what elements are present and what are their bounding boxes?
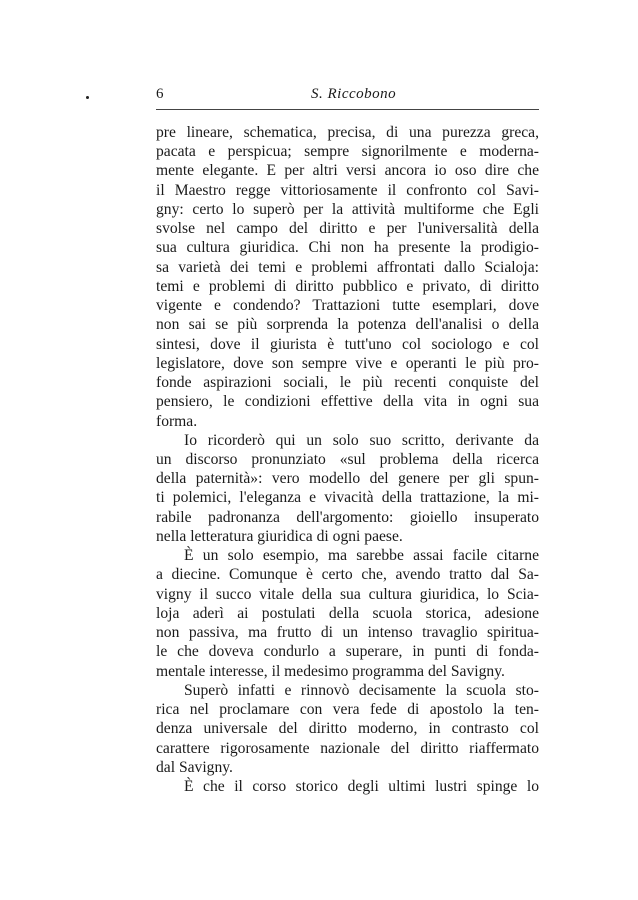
paragraph-start-line: È che il corso storico degli ultimi lustri spinge lo [184, 777, 539, 795]
text-line: gny: certo lo superò per la attività multiforme che Egli [156, 200, 539, 218]
text-line: rabile padronanza dell'argomento: gioiello insuperato [156, 508, 539, 526]
text-line: pre lineare, schematica, precisa, di una purezza greca, [156, 124, 539, 141]
text-line: denza universale del diritto moderno, in contrasto col [156, 720, 539, 738]
text-line: svolse nel campo del diritto e per l'universalità della [156, 220, 539, 238]
text-line: loja aderì ai postulati della scuola storica, adesione [156, 604, 539, 622]
text-line: le che doveva condurlo a superare, in punti di fonda- [156, 643, 539, 661]
text-line: dal Savigny. [156, 758, 233, 776]
text-line: pensiero, le condizioni effettive della vita in ogni sua [156, 393, 539, 411]
page-number: 6 [156, 86, 164, 102]
text-line: della paternità»: vero modello del genere per gli spun- [156, 470, 539, 488]
text-line: temi e problemi di diritto pubblico e privato, di diritto [156, 277, 539, 295]
text-line: ti polemici, l'eleganza e vivacità della trattazione, la mi- [156, 489, 539, 507]
text-line: non passiva, ma frutto di un intenso travaglio spiritua- [156, 624, 539, 642]
text-line: fonde aspirazioni sociali, le più recenti conquiste del [156, 374, 539, 392]
text-line: mente elegante. E per altri versi ancora io oso dire che [156, 162, 539, 180]
paragraph-start-line: È un solo esempio, ma sarebbe assai facile citarne [184, 547, 539, 565]
text-line: forma. [156, 412, 198, 430]
text-line: non sai se più sorprenda la potenza dell'analisi o della [156, 316, 539, 334]
body-text [156, 123, 539, 796]
text-line: sua cultura giuridica. Chi non ha presente la prodigio- [156, 239, 539, 257]
text-line: rica nel proclamare con vera fede di apostolo la ten- [156, 701, 539, 719]
text-line: a diecine. Comunque è certo che, avendo tratto dal Sa- [156, 566, 539, 584]
text-line: il Maestro regge vittoriosamente il confronto col Savi- [156, 181, 539, 199]
paragraph-start-line: Io ricorderò qui un solo suo scritto, derivante da [184, 431, 539, 449]
page-header [156, 86, 539, 106]
running-head-author: S. Riccobono [311, 86, 397, 102]
text-line: legislatore, dove son sempre vive e operanti le più pro- [156, 354, 539, 372]
text-line: un discorso pronunziato «sul problema della ricerca [156, 450, 539, 468]
margin-dot [86, 96, 89, 99]
text-line: sa varietà dei temi e problemi affrontati dallo Scialoja: [156, 258, 539, 276]
text-line: carattere rigorosamente nazionale del diritto riaffermato [156, 739, 539, 757]
text-line: nella letteratura giuridica di ogni paese. [156, 527, 403, 545]
header-rule [156, 109, 539, 110]
paragraph-start-line: Superò infatti e rinnovò decisamente la scuola sto- [184, 681, 539, 699]
text-line: sintesi, dove il giurista è tutt'uno col sociologo e col [156, 335, 539, 353]
text-line: vigny il succo vitale della sua cultura giuridica, lo Scia- [156, 585, 539, 603]
text-line: pacata e perspicua; sempre signorilmente e moderna- [156, 143, 539, 161]
text-line: mentale interesse, il medesimo programma del Savigny. [156, 662, 505, 680]
text-line: vigente e condendo? Trattazioni tutte esemplari, dove [156, 297, 539, 315]
